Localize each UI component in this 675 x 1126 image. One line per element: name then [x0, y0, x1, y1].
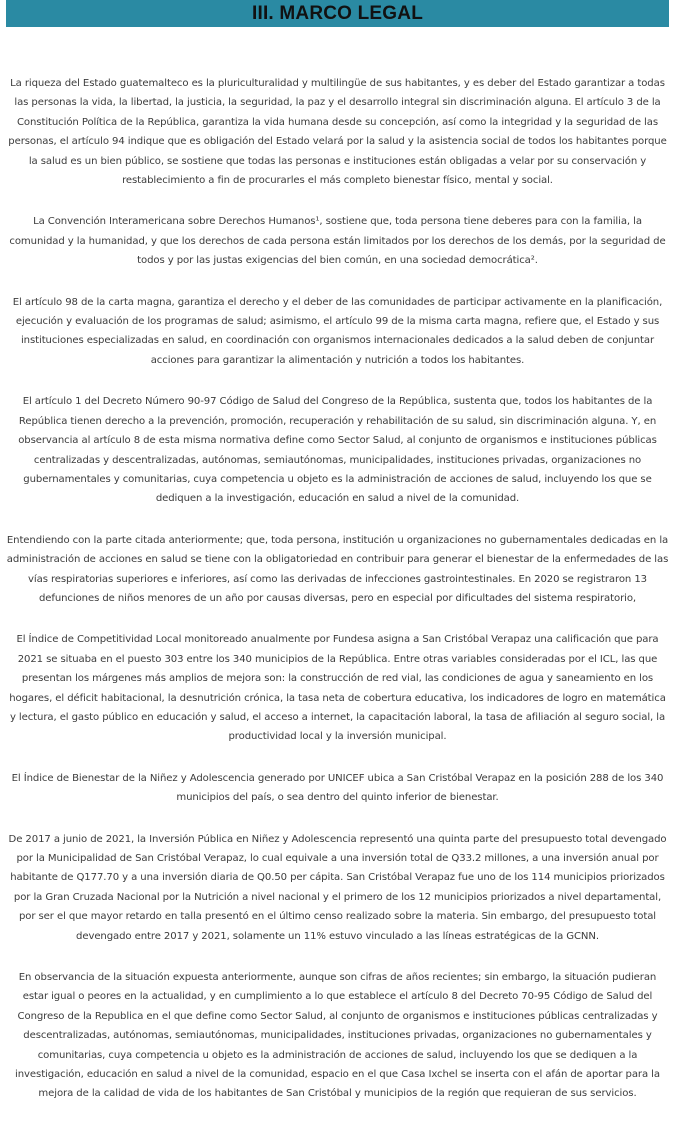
paragraph-casa-ixchel: En observancia de la situación expuesta anteriormente, aunque son cifras de años recientes; sin embargo, la situación pudieran estar igual o peores en la actualidad, y en cumplimiento a lo que establece el artículo 8 del Decreto 70-95 Código de Salud del Congreso de la Republica en el que define como Sector Salud, al conjunto de organismos e instituciones públicas centralizadas y descentralizadas, autónomas, semiautónomas, municipalidades, instituciones privadas, organizaciones no gubernamentales y comunitarias, cuya competencia u objeto es la administración de acciones de salud, incluyendo los que se dediquen a la investigación, educación en salud a nivel de la comunidad, espacio en el que Casa Ixchel se inserta con el afán de aportar para la mejora de la calidad de vida de los habitantes de San Cristóbal y municipios de la región que requieran de sus servicios. [15, 972, 660, 1100]
paragraph-constitucion: La riqueza del Estado guatemalteco es la pluriculturalidad y multilingüe de sus habitantes, y es deber del Estado garantizar a todas las personas la vida, la libertad, la justicia, la seguridad, la paz y el desarrollo integral sin discriminación alguna. El artículo 3 de la Constitución Política de la República, garantiza la vida humana desde su concepción, así como la integridad y la seguridad de las personas, el artículo 94 indique que es obligación del Estado velará por la salud y la asistencia social de todos los habitantes porque la salud es un bien público, se sostiene que todas las personas e instituciones están obligadas a velar por su conservación y restablecimiento a fin de procurarles el más completo bienestar físico, mental y social. [8, 78, 667, 187]
paragraph-articulo-98: El artículo 98 de la carta magna, garantiza el derecho y el deber de las comunidades de participar activamente en la planificación, ejecución y evaluación de los programas de salud; asimismo, el artículo 99 de la misma carta magna, refiere que, el Estado y sus instituciones especializadas en salud, en coordinación con organismos internacionales dedicados a la salud deben de conjuntar acciones para garantizar la alimentación y nutrición a todos los habitantes. [12, 296, 663, 366]
paragraph-convencion: La Convención Interamericana sobre Derechos Humanos¹, sostiene que, toda persona tiene deberes para con la familia, la comunidad y la humanidad, y que los derechos de cada persona están limitados por los derechos de los demás, por la seguridad de todos y por las justas exigencias del bien común, en una sociedad democrática². [9, 216, 666, 267]
paragraph-inversion: De 2017 a junio de 2021, la Inversión Pública en Niñez y Adolescencia representó una quinta parte del presupuesto total devengado por la Municipalidad de San Cristóbal Verapaz, lo cual equivale a una inversión total de Q33.2 millones, a una inversión anual por habitante de Q177.70 y a una inversión diaria de Q0.50 per cápita. San Cristóbal Verapaz fue uno de los 114 municipios priorizados por la Gran Cruzada Nacional por la Nutrición a nivel nacional y el primero de los 12 municipios priorizados a nivel departamental, por ser el que mayor retardo en talla presentó en el último censo realizado sobre la materia. Sin embargo, del presupuesto total devengado entre 2017 y 2021, solamente un 11% estuvo vinculado a las líneas estratégicas de la GCNN. [8, 833, 667, 942]
section-header [6, 0, 669, 27]
section-title: III. MARCO LEGAL [251, 2, 424, 24]
paragraph-obligatoriedad: Entendiendo con la parte citada anteriormente; que, toda persona, institución u organizaciones no gubernamentales dedicadas en la administración de acciones en salud se tiene con la obligatoriedad en contribuir para generar el bienestar de la enfermedades de las vías respiratorias superiores e inferiores, así como las derivadas de infecciones gastrointestinales. En 2020 se registraron 13 defunciones de niños menores de un año por causas diversas, pero en especial por dificultades del sistema respiratorio, [6, 534, 669, 604]
paragraph-icl: El Índice de Competitividad Local monitoreado anualmente por Fundesa asigna a San Cristóbal Verapaz una calificación que para 2021 se situaba en el puesto 303 entre los 340 municipios de la República. Entre otras variables consideradas por el ICL, las que presentan los márgenes más amplios de mejora son: la construcción de red vial, las condiciones de agua y saneamiento en los hogares, el déficit habitacional, la desnutrición crónica, la tasa neta de cobertura educativa, los indicadores de logro en matemática y lectura, el gasto público en educación y salud, el acceso a internet, la capacitación laboral, la tasa de afiliación al seguro social, la productividad local y la inversión municipal. [9, 634, 666, 743]
document-body [6, 74, 669, 1126]
paragraph-unicef: El Índice de Bienestar de la Niñez y Adolescencia generado por UNICEF ubica a San Cristóbal Verapaz en la posición 288 de los 340 municipios del país, o sea dentro del quinto inferior de bienestar. [11, 772, 664, 804]
paragraph-decreto-90-97: El artículo 1 del Decreto Número 90-97 Código de Salud del Congreso de la República, sustenta que, todos los habitantes de la República tienen derecho a la prevención, promoción, recuperación y rehabilitación de su salud, sin discriminación alguna. Y, en observancia al artículo 8 de esta misma normativa define como Sector Salud, al conjunto de organismos e instituciones públicas centralizadas y descentralizadas, autónomas, semiautónomas, municipalidades, instituciones privadas, organizaciones no gubernamentales y comunitarias, cuya competencia u objeto es la administración de acciones de salud, incluyendo los que se dediquen a la investigación, educación en salud a nivel de la comunidad. [18, 396, 657, 505]
